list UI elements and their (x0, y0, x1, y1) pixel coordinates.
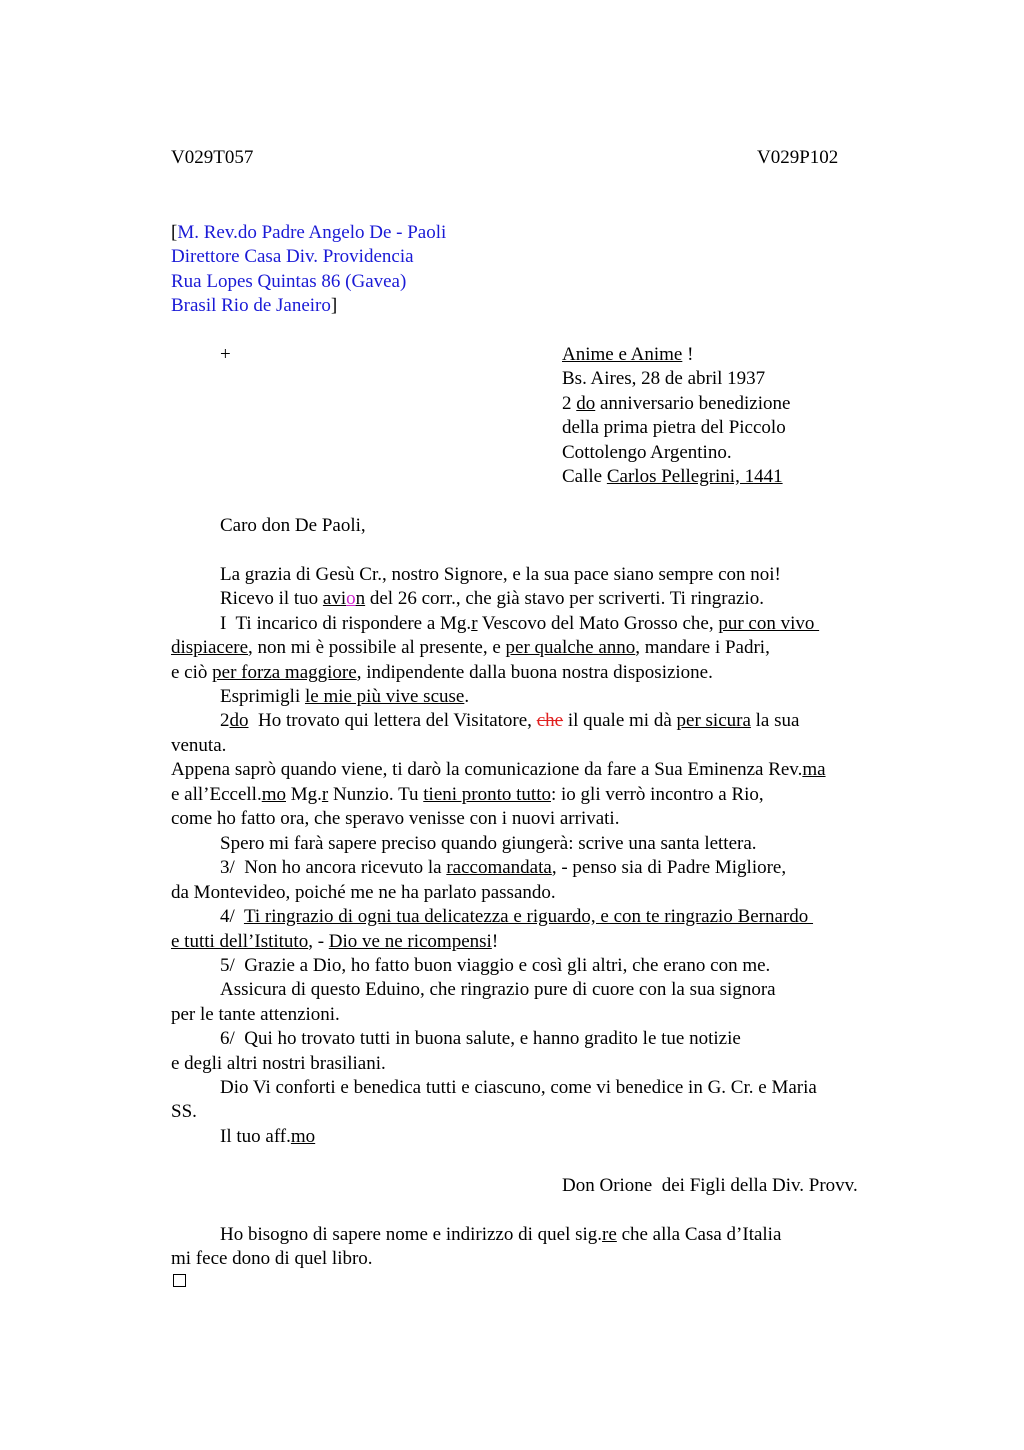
text-run: Appena saprò quando viene, ti darò la comunicazione da fare a Sua Eminenza Rev. (171, 759, 803, 780)
cross-symbol: + (220, 344, 231, 365)
anniversary-rest: anniversario benedizione (595, 393, 791, 414)
text-run: raccomandata (446, 857, 552, 878)
text-run: : io gli verrò incontro a Rio, (550, 784, 764, 805)
text-run: Dio ve ne ricompensi (328, 931, 492, 952)
signature: Don Orione dei Figli della Div. Provv. (562, 1175, 858, 1196)
text-run: che alla Casa d’Italia (616, 1224, 782, 1245)
text-run: I Ti incarico di rispondere a Mg. (220, 613, 472, 634)
address-close-bracket: ] (330, 295, 338, 316)
text-run: Ti ringrazio di ogni tua delicatezza e riguardo, e con te ringrazio Bernardo (243, 906, 814, 927)
text-run: e ciò (171, 662, 213, 683)
body-line (220, 709, 799, 733)
calle-address: Carlos Pellegrini, 1441 (606, 466, 783, 487)
text-run: per forza maggiore (212, 662, 357, 683)
text-run: tieni pronto tutto (423, 784, 551, 805)
text-run: , indipendente dalla buona nostra disposizione. (356, 662, 713, 683)
motto: Anime e Anime (562, 344, 683, 365)
text-run: ma (802, 759, 826, 780)
address-open-bracket: [ (171, 222, 178, 243)
text-run: Mg. (286, 784, 322, 805)
text-run: , - (308, 931, 329, 952)
text-run: per sicura (676, 710, 751, 731)
text-run: , mandare i Padri, (635, 637, 770, 658)
body-line (220, 587, 764, 611)
text-run: Nunzio. Tu (328, 784, 424, 805)
address-text-4: Brasil Rio de Janeiro (171, 295, 331, 316)
text-run: la sua (750, 710, 800, 731)
closing-line (220, 1125, 315, 1149)
body-line (171, 636, 770, 660)
place-date: Bs. Aires, 28 de abril 1937 (562, 368, 766, 389)
struck-word: che (536, 710, 564, 731)
salutation: Caro don De Paoli, (220, 515, 366, 536)
text-run: 4/ (220, 906, 244, 927)
text-run: il quale mi dà (563, 710, 677, 731)
text-run: 3/ Non ho ancora ricevuto la (220, 857, 447, 878)
body-line: e degli altri nostri brasiliani. (171, 1053, 386, 1074)
text-run: Ricevo il tuo (220, 588, 323, 609)
body-line: Spero mi farà sapere preciso quando giungerà: scrive una santa lettera. (220, 833, 757, 854)
ref-code-left: V029T057 (171, 147, 254, 168)
text-run: , - penso sia di Padre Migliore, (551, 857, 787, 878)
body-line: Dio Vi conforti e benedica tutti e ciascuno, come vi benedice in G. Cr. e Maria (220, 1077, 817, 1098)
body-line (220, 856, 786, 880)
text-run: mo (290, 1126, 316, 1147)
heading-line-4: della prima pietra del Piccolo (562, 417, 786, 438)
text-run: Ho bisogno di sapere nome e indirizzo di quel sig. (220, 1224, 603, 1245)
address-line-3: Rua Lopes Quintas 86 (Gavea) (171, 271, 407, 292)
body-line (220, 685, 469, 709)
text-run: ! (491, 931, 499, 952)
address-line-4 (171, 294, 337, 318)
text-run: pur con vivo (718, 613, 820, 634)
heading-line-5: Cottolengo Argentino. (562, 442, 732, 463)
body-line: La grazia di Gesù Cr., nostro Signore, e la sua pace siano sempre con noi! (220, 564, 781, 585)
text-run: dispiacere (171, 637, 249, 658)
address-text-1: M. Rev.do Padre Angelo De - Paoli (177, 222, 447, 243)
body-line (220, 612, 819, 636)
body-line: per le tante attenzioni. (171, 1004, 340, 1025)
text-run: n (355, 588, 366, 609)
text-run: per qualche anno (505, 637, 636, 658)
body-line: 5/ Grazie a Dio, ho fatto buon viaggio e così gli altri, che erano con me. (220, 955, 771, 976)
text-run: e tutti dell’Istituto (171, 931, 309, 952)
end-box (173, 1274, 186, 1287)
anniversary-line (562, 392, 790, 416)
anniversary-sup: do (576, 393, 596, 414)
text-run: avi (322, 588, 347, 609)
address-line-2: Direttore Casa Div. Providencia (171, 246, 414, 267)
motto-line (562, 343, 693, 367)
body-line (220, 905, 813, 929)
text-run: . (464, 686, 470, 707)
body-line (171, 930, 498, 954)
body-line: 6/ Qui ho trovato tutti in buona salute, e hanno gradito le tue notizie (220, 1028, 741, 1049)
text-run: Ho trovato qui lettera del Visitatore, (248, 710, 537, 731)
ref-code-right: V029P102 (757, 147, 839, 168)
text-run: 2 (220, 710, 230, 731)
text-run: e all’Eccell. (171, 784, 262, 805)
text-run: del 26 corr., che già stavo per scriverti. Ti ringrazio. (365, 588, 765, 609)
text-run: Vescovo del Mato Grosso che, (477, 613, 719, 634)
body-line: venuta. (171, 735, 227, 756)
body-line: SS. (171, 1101, 197, 1122)
text-run: Esprimigli (220, 686, 305, 707)
text-run: r (321, 784, 329, 805)
anniversary-num: 2 (562, 393, 577, 414)
inserted-letter: o (346, 588, 356, 609)
body-line (171, 758, 826, 782)
body-line (171, 661, 713, 685)
text-run: r (471, 613, 478, 634)
text-run: re (602, 1224, 617, 1245)
text-run: le mie più vive scuse (304, 686, 465, 707)
text-run: Il tuo aff. (220, 1126, 291, 1147)
motto-end: ! (682, 344, 694, 365)
postscript-line (220, 1223, 781, 1247)
calle-label: Calle (562, 466, 607, 487)
body-line: da Montevideo, poiché me ne ha parlato passando. (171, 882, 556, 903)
address-line-1 (171, 221, 446, 245)
calle-line (562, 465, 783, 489)
text-run: do (229, 710, 249, 731)
postscript-line: mi fece dono di quel libro. (171, 1248, 373, 1269)
text-run: mo (261, 784, 286, 805)
body-line: Assicura di questo Eduino, che ringrazio pure di cuore con la sua signora (220, 979, 776, 1000)
text-run: , non mi è possibile al presente, e (248, 637, 506, 658)
body-line: come ho fatto ora, che speravo venisse con i nuovi arrivati. (171, 808, 620, 829)
body-line (171, 783, 764, 807)
